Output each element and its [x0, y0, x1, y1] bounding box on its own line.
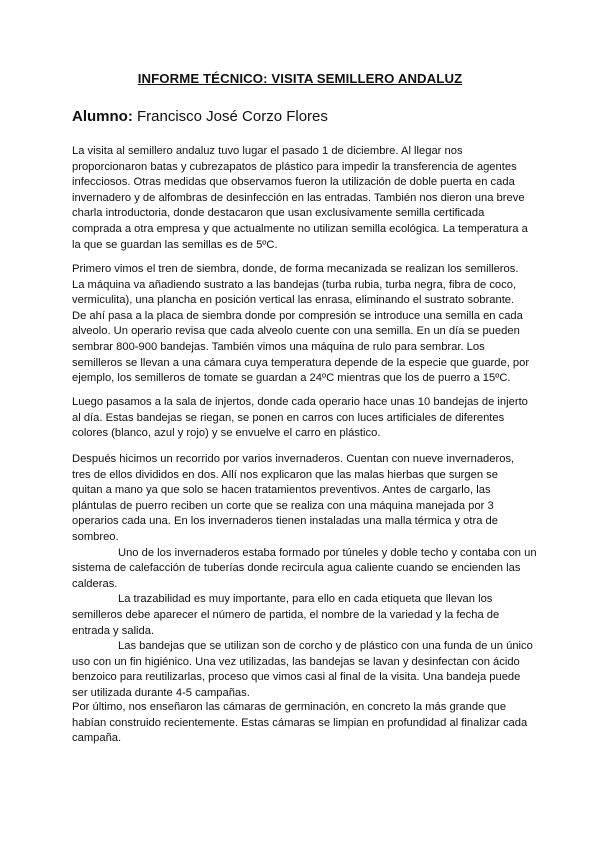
- subparagraph-line: Las bandejas que se utilizan son de corcho y de plástico con una funda de un único: [118, 640, 533, 653]
- paragraph-5: [72, 700, 532, 747]
- paragraph-line: tres de ellos divididos en dos. Allí nos explicaron que las malas hierbas que surgen se: [72, 468, 498, 481]
- paragraph-1: [72, 144, 532, 253]
- paragraph-line: Luego pasamos a la sala de injertos, donde cada operario hace unas 10 bandejas de injerto: [72, 396, 528, 408]
- subparagraph-line: calderas.: [72, 577, 118, 590]
- paragraph-line: semilleros se llevan a una cámara cuya temperatura depende de la especie que guarde, por: [72, 356, 530, 369]
- paragraph-line: La máquina va añadiendo sustrato a las bandejas (turba rubia, turba negra, fibra de coco,: [72, 278, 517, 291]
- paragraph-3: [72, 395, 532, 442]
- paragraph-line: Por último, nos enseñaron las cámaras de germinación, en concreto la más grande que: [72, 701, 507, 713]
- paragraph-line: operarios cada una. En los invernaderos tienen instaladas una malla térmica y otra de: [72, 515, 498, 528]
- subparagraph-line: La trazabilidad es muy importante, para ello en cada etiqueta que llevan los: [118, 593, 493, 606]
- subparagraph-line: uso con un fin higiénico. Una vez utilizadas, las bandejas se lavan y desinfectan con ácido: [72, 655, 520, 668]
- paragraph-line: quitan a mano ya que solo se hacen tratamientos preventivos. Antes de cargarlo, las: [72, 484, 491, 497]
- paragraph-line: De ahí pasa a la placa de siembra donde por compresión se introduce una semilla en cada: [72, 309, 523, 322]
- paragraph-line: habían construido recientemente. Estas cámaras se limpian en profundidad al finalizar cada: [72, 716, 528, 729]
- student-name: Francisco José Corzo Flores: [137, 108, 328, 125]
- paragraph-line: campaña.: [72, 732, 122, 745]
- paragraph-line: colores (blanco, azul y rojo) y se envuelve el carro en plástico.: [72, 427, 381, 440]
- paragraph-line: Primero vimos el tren de siembra, donde, de forma mecanizada se realizan los semilleros.: [72, 263, 519, 275]
- paragraph-line: plántulas de puerro reciben un corte que se realiza con una máquina manejada por 3: [72, 499, 494, 512]
- paragraph-line: sembrar 800-900 bandejas. También vimos una máquina de rulo para sembrar. Los: [72, 340, 485, 353]
- subparagraph-line: semilleros debe aparecer el número de partida, el nombre de la variedad y la fecha de: [72, 608, 500, 621]
- document-title: INFORME TÉCNICO: VISITA SEMILLERO ANDALUZ: [137, 71, 463, 86]
- paragraph-line: ejemplo, los semilleros de tomate se guardan a 24ºC mientras que los de puerro a 15ºC.: [72, 372, 511, 385]
- paragraph-4: [72, 452, 537, 702]
- subparagraph-line: ser utilizada durante 4-5 campañas.: [72, 686, 250, 699]
- paragraph-line: La visita al semillero andaluz tuvo lugar el pasado 1 de diciembre. Al llegar nos: [72, 145, 463, 157]
- paragraph-2: [72, 262, 532, 387]
- subparagraph-line: entrada y salida.: [72, 624, 155, 637]
- paragraph-line: infecciosos. Otras medidas que observamos fueron la utilización de doble puerta en cada: [72, 176, 515, 189]
- paragraph-line: Después hicimos un recorrido por varios invernaderos. Cuentan con nueve invernaderos,: [72, 453, 515, 465]
- paragraph-line: charla introductoria, donde destacaron que usan exclusivamente semilla certificada: [72, 207, 485, 220]
- paragraph-line: proporcionaron batas y cubrezapatos de plástico para impedir la transferencia de agentes: [72, 160, 517, 173]
- subparagraph-line: Uno de los invernaderos estaba formado por túneles y doble techo y contaba con un: [118, 546, 537, 559]
- student-label: Alumno:: [72, 108, 133, 125]
- student-line: [72, 108, 328, 125]
- subparagraph-line: benzoico para reutilizarlas, proceso que vimos casi al final de la visita. Una bandeja puede: [72, 671, 521, 684]
- paragraph-line: invernadero y de alfombras de desinfección en las entradas. También nos dieron una breve: [72, 191, 525, 204]
- paragraph-line: la que se guardan las semillas es de 5ºC.: [72, 238, 278, 251]
- subparagraph-line: sistema de calefacción de tuberías donde recircula agua caliente cuando se encienden las: [72, 562, 521, 575]
- paragraph-line: vermiculita), una plancha en posición vertical las enrasa, eliminando el sustrato sobrante.: [72, 294, 515, 307]
- paragraph-line: al día. Estas bandejas se riegan, se ponen en carros con luces artificiales de diferentes: [72, 411, 505, 424]
- paragraph-line: sombreo.: [72, 530, 119, 543]
- paragraph-line: alveolo. Un operario revisa que cada alveolo cuente con una semilla. En un día se pueden: [72, 325, 520, 338]
- paragraph-line: comprada a otra empresa y que actualmente no utilizan semilla ecológica. La temperatura a: [72, 222, 528, 235]
